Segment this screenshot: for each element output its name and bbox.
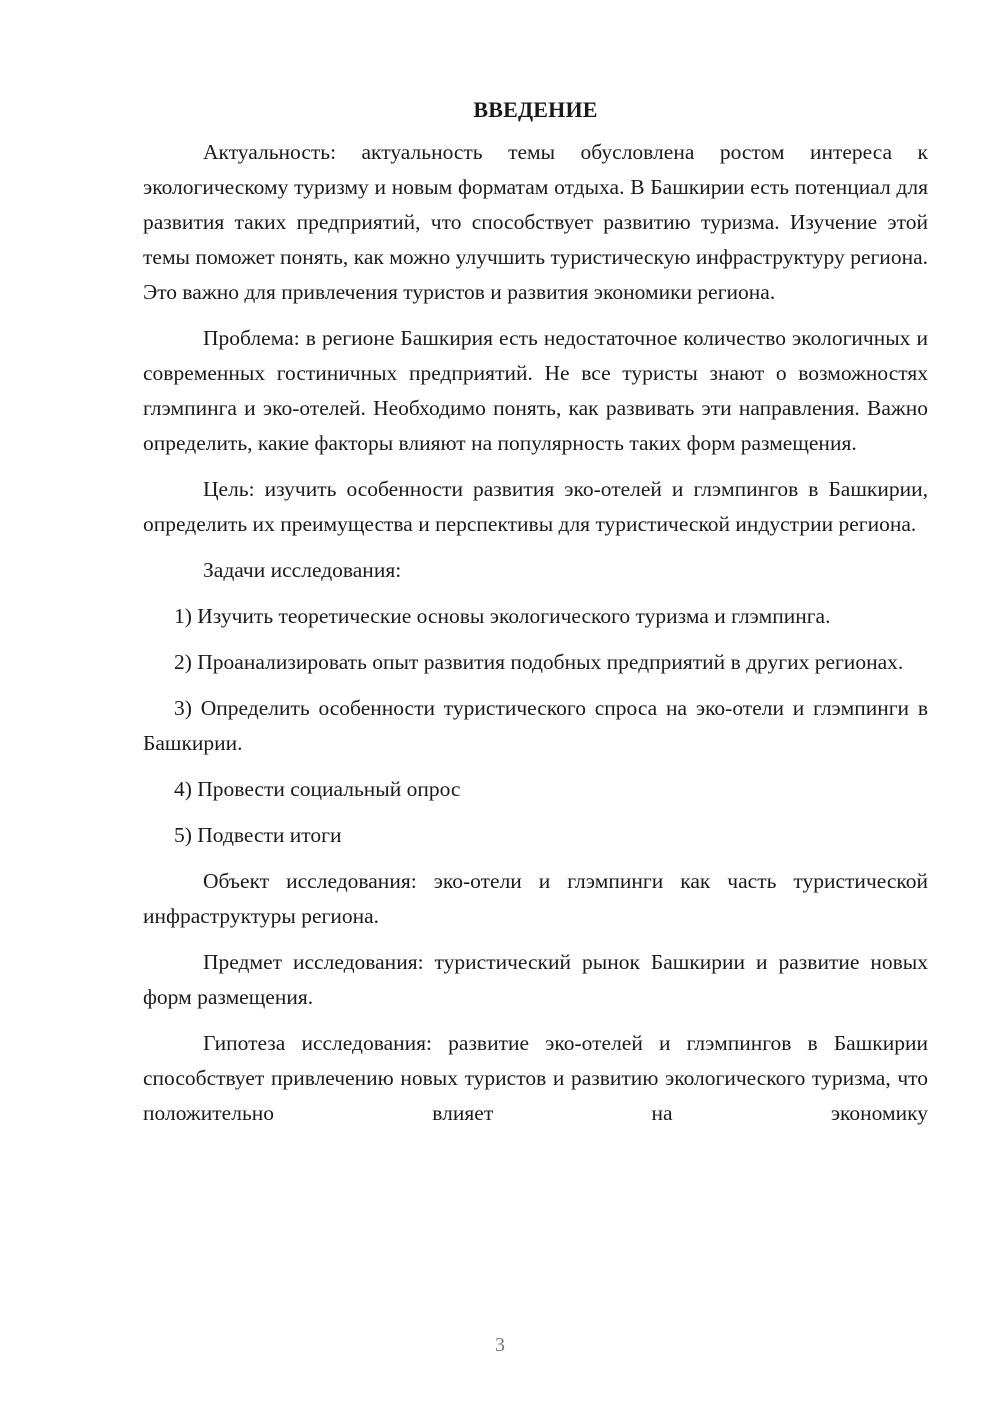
paragraph-hypothesis: Гипотеза исследования: развитие эко-отелей и глэмпингов в Башкирии способствует привлечению новых туристов и развитию экологического туризма, что положительно влияет на экономику — [143, 1031, 928, 1125]
document-page — [143, 96, 928, 1142]
paragraph-subject: Предмет исследования: туристический рынок Башкирии и развитие новых форм размещения. — [143, 950, 928, 1009]
task-item-3: 3) Определить особенности туристического спроса на эко-отели и глэмпинги в Башкирии. — [143, 696, 928, 755]
task-item-5: 5) Подвести итоги — [174, 823, 342, 847]
document-title: ВВЕДЕНИЕ — [473, 97, 598, 122]
task-item-1: 1) Изучить теоретические основы экологического туризма и глэмпинга. — [174, 604, 831, 628]
task-item-2: 2) Проанализировать опыт развития подобных предприятий в других регионах. — [174, 650, 904, 674]
tasks-heading: Задачи исследования: — [203, 558, 402, 582]
paragraph-relevance: Актуальность: актуальность темы обусловлена ростом интереса к экологическому туризму и новым форматам отдыха. В Башкирии есть потенциал для развития таких предприятий, что способствует развитию туризма. Изучение этой темы поможет понять, как можно улучшить туристическую инфраструктуру региона. Это важно для привлечения туристов и развития экономики региона. — [143, 140, 928, 304]
paragraph-problem: Проблема: в регионе Башкирия есть недостаточное количество экологичных и современных гостиничных предприятий. Не все туристы знают о возможностях глэмпинга и эко-отелей. Необходимо понять, как развивать эти направления. Важно определить, какие факторы влияют на популярность таких форм размещения. — [143, 326, 928, 455]
paragraph-object: Объект исследования: эко-отели и глэмпинги как часть туристической инфраструктуры региона. — [143, 869, 928, 928]
paragraph-goal: Цель: изучить особенности развития эко-отелей и глэмпингов в Башкирии, определить их преимущества и перспективы для туристической индустрии региона. — [143, 477, 928, 536]
page-number: 3 — [495, 1334, 505, 1356]
task-item-4: 4) Провести социальный опрос — [174, 777, 461, 801]
